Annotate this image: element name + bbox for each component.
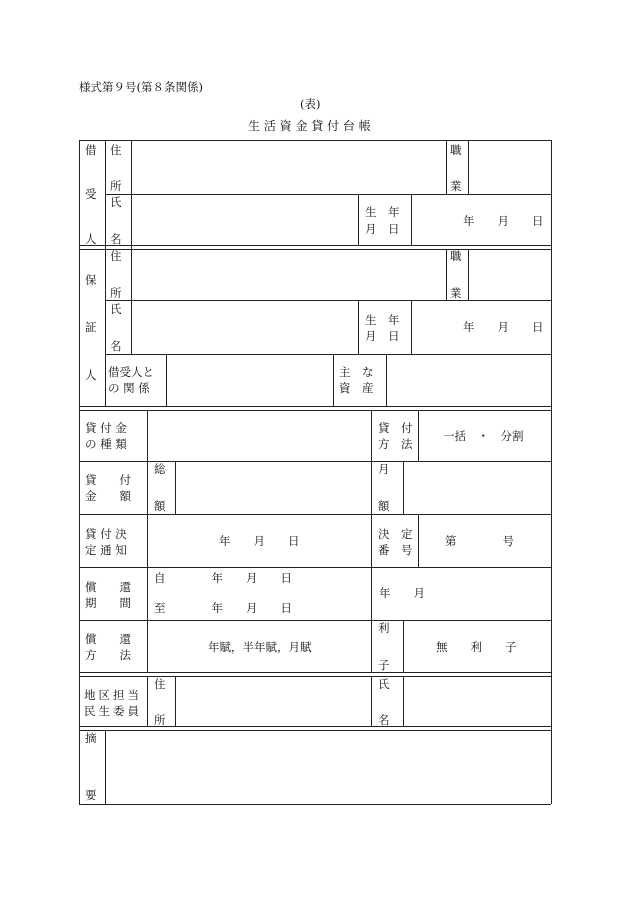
decision-label-1: 貸 付 決 xyxy=(85,527,127,541)
guarantor-address-label-2: 所 xyxy=(110,286,122,300)
borrower-label-3: 人 xyxy=(85,232,97,246)
guarantor-birth-label-2: 月 日 xyxy=(365,329,400,343)
monthly-amount-label-2: 額 xyxy=(378,499,390,513)
commissioner-address-label-1: 住 xyxy=(154,677,166,691)
remarks-label-2: 要 xyxy=(85,788,97,802)
loan-amount-label-2: 金 額 xyxy=(85,489,131,503)
borrower-label-1: 借 xyxy=(85,143,97,157)
guarantor-occupation-label-1: 職 xyxy=(450,249,462,263)
repay-method-value[interactable]: 年賦，半年賦，月賦 xyxy=(208,640,312,654)
period-label-1: 償 還 xyxy=(85,580,131,594)
guarantor-birth-value[interactable]: 年 月 日 xyxy=(463,320,544,334)
loan-method-label-1: 貸 付 xyxy=(378,421,413,435)
total-amount-field[interactable] xyxy=(176,462,370,513)
interest-label-2: 子 xyxy=(378,658,390,672)
guarantor-birth-label-1: 生 年 xyxy=(365,313,400,327)
commissioner-label-2: 民生委員 xyxy=(84,704,142,718)
borrower-address-label-1: 住 xyxy=(110,143,122,157)
borrower-birth-label-2: 月 日 xyxy=(365,222,400,236)
repay-method-label-1: 償 還 xyxy=(85,632,131,646)
relation-field[interactable] xyxy=(167,355,332,405)
page-title: 生 活 資 金 貸 付 台 帳 xyxy=(248,119,371,133)
guarantor-name-label-2: 名 xyxy=(110,339,122,353)
guarantor-name-field[interactable] xyxy=(132,301,357,353)
period-to-value[interactable]: 至 年 月 日 xyxy=(154,601,292,615)
commissioner-label-1: 地区担当 xyxy=(84,688,142,702)
side-label: (表) xyxy=(300,97,321,111)
remarks-label-1: 摘 xyxy=(85,731,97,745)
relation-label-1: 借受人と xyxy=(108,365,154,379)
borrower-name-label-1: 氏 xyxy=(110,195,122,209)
assets-label-2: 資 産 xyxy=(339,381,374,395)
total-amount-label-2: 額 xyxy=(154,499,166,513)
guarantor-occupation-label-2: 業 xyxy=(450,286,462,300)
guarantor-label-2: 証 xyxy=(85,320,97,334)
assets-field[interactable] xyxy=(387,355,550,405)
loan-method-label-2: 方 法 xyxy=(378,437,413,451)
borrower-occupation-field[interactable] xyxy=(469,141,550,193)
borrower-name-field[interactable] xyxy=(132,195,357,245)
guarantor-name-label-1: 氏 xyxy=(110,302,122,316)
decision-label-2: 定 通 知 xyxy=(85,543,127,557)
borrower-label-2: 受 xyxy=(85,187,97,201)
period-label-2: 期 間 xyxy=(85,596,131,610)
period-length-value[interactable]: 年 月 xyxy=(379,586,425,600)
period-from-value[interactable]: 自 年 月 日 xyxy=(154,571,292,585)
guarantor-label-1: 保 xyxy=(85,273,97,287)
commissioner-address-label-2: 所 xyxy=(154,713,166,727)
decision-no-label-1: 決 定 xyxy=(378,527,413,541)
remarks-field[interactable] xyxy=(106,731,550,803)
interest-value[interactable]: 無 利 子 xyxy=(436,640,517,654)
interest-label-1: 利 xyxy=(378,621,390,635)
guarantor-occupation-field[interactable] xyxy=(469,250,550,299)
borrower-occupation-label-1: 職 xyxy=(450,143,462,157)
guarantor-address-label-1: 住 xyxy=(110,249,122,263)
total-amount-label-1: 総 xyxy=(154,462,166,476)
borrower-birth-value[interactable]: 年 月 日 xyxy=(463,214,544,228)
loan-type-label-1: 貸 付 金 xyxy=(85,421,127,435)
borrower-name-label-2: 名 xyxy=(110,232,122,246)
assets-label-1: 主 な xyxy=(339,365,374,379)
monthly-amount-label-1: 月 xyxy=(378,462,390,476)
borrower-address-field[interactable] xyxy=(132,141,445,193)
decision-no-value[interactable]: 第 号 xyxy=(445,534,514,548)
repay-method-label-2: 方 法 xyxy=(85,648,131,662)
decision-no-label-2: 番 号 xyxy=(378,543,413,557)
loan-method-value[interactable]: 一括 ・ 分割 xyxy=(443,429,524,443)
borrower-occupation-label-2: 業 xyxy=(450,179,462,193)
monthly-amount-field[interactable] xyxy=(404,462,550,513)
loan-type-label-2: の 種 類 xyxy=(85,437,127,451)
borrower-birth-label-1: 生 年 xyxy=(365,205,400,219)
guarantor-address-field[interactable] xyxy=(132,250,445,299)
guarantor-label-3: 人 xyxy=(85,368,97,382)
loan-amount-label-1: 貸 付 xyxy=(85,473,131,487)
borrower-address-label-2: 所 xyxy=(110,179,122,193)
form-number: 様式第９号(第８条関係) xyxy=(79,80,203,94)
loan-type-field[interactable] xyxy=(148,411,370,460)
commissioner-name-field[interactable] xyxy=(404,677,550,725)
commissioner-name-label-1: 氏 xyxy=(378,677,390,691)
relation-label-2: の 関 係 xyxy=(108,381,150,395)
commissioner-name-label-2: 名 xyxy=(378,713,390,727)
commissioner-address-field[interactable] xyxy=(176,677,370,725)
decision-date-value[interactable]: 年 月 日 xyxy=(219,534,300,548)
